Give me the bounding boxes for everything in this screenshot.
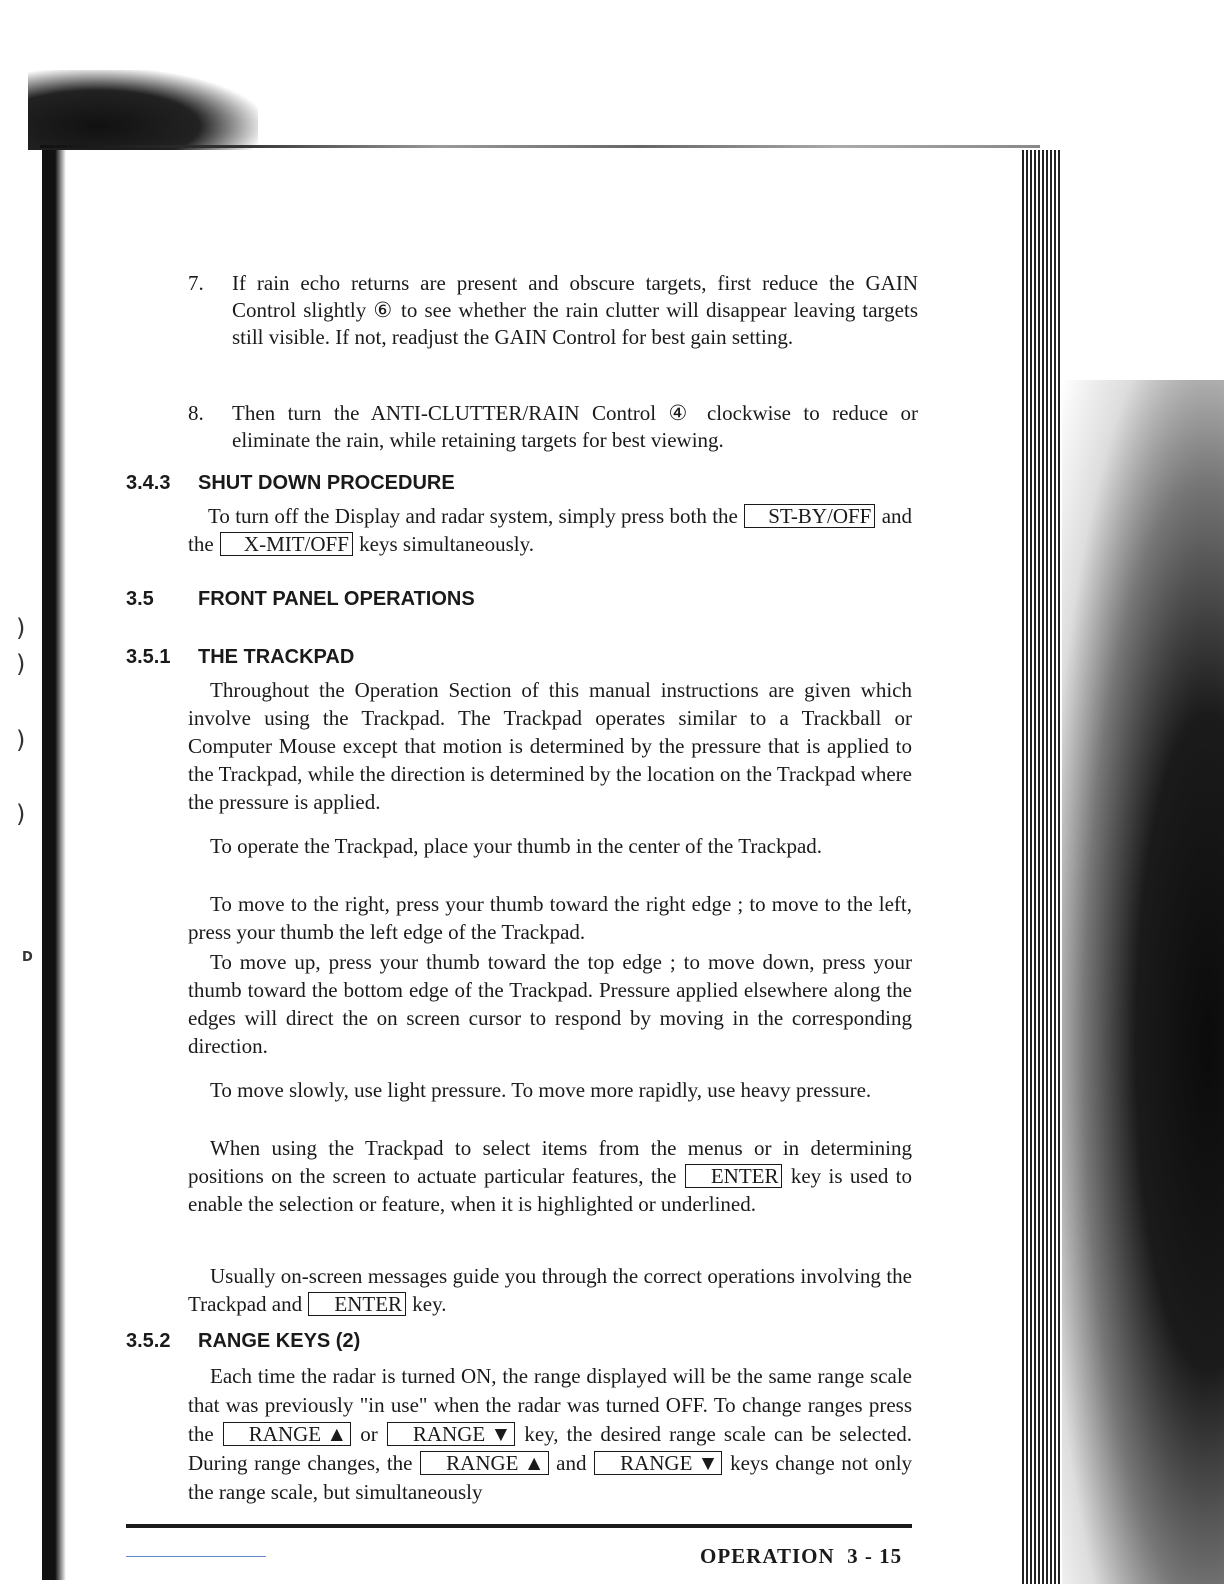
st-by-off-key: ST-BY/OFF [744, 504, 875, 528]
section-number: 3.5 [126, 588, 154, 610]
range-down-key: RANGE ▼ [594, 1451, 722, 1475]
page-footer [700, 1544, 902, 1569]
scan-edge-line [40, 145, 1040, 148]
paragraph [188, 1134, 912, 1218]
list-item [188, 400, 918, 454]
item-text: If rain echo returns are present and obscure targets, first reduce the GAIN Control slightly ⑥ to see whether the rain clutter will disappear leaving targets still visible. If not, readjust the GAIN Control for best gain setting. [232, 271, 918, 349]
list-item [188, 270, 918, 351]
footer-rule [126, 1524, 912, 1528]
paragraph: To move to the right, press your thumb toward the right edge ; to move to the left, press your thumb the left edge of the Trackpad. [188, 892, 912, 944]
page-number: 3 - 15 [847, 1544, 903, 1568]
range-up-key: RANGE ▲ [223, 1422, 351, 1446]
section-number: 3.4.3 [126, 472, 171, 494]
section-heading [126, 1330, 360, 1353]
margin-mark: ) [16, 726, 26, 754]
text-run: Usually on-screen messages guide you through the correct operations involving the Trackpad and [188, 1264, 912, 1316]
scan-shadow-top [28, 70, 258, 150]
enter-key: ENTER [685, 1164, 783, 1188]
text-run: keys simultaneously. [359, 532, 534, 556]
text-run: key, the desired range scale can be selected. During range changes, the [188, 1422, 913, 1475]
paragraph [188, 1362, 912, 1507]
section-title: FRONT PANEL OPERATIONS [198, 588, 475, 610]
scan-shadow-left [42, 150, 66, 1580]
margin-mark: ) [16, 614, 26, 642]
range-down-key: RANGE ▼ [387, 1422, 515, 1446]
section-title: SHUT DOWN PROCEDURE [198, 472, 455, 494]
range-up-key: RANGE ▲ [420, 1451, 548, 1475]
text-run: and the [188, 504, 913, 556]
text-run: and [556, 1451, 587, 1475]
footer-section: OPERATION [700, 1544, 835, 1568]
text-run: key is used to enable the selection or feature, when it is highlighted or underlined. [188, 1164, 913, 1216]
paragraph: Throughout the Operation Section of this manual instructions are given which involve using the Trackpad. The Trackpad operates similar to a Trackball or Computer Mouse except that motion is determined by the pressure that is applied to the Trackpad, while the direction is determined by the location on the Trackpad where the pressure is applied. [188, 678, 912, 814]
scan-shadow-right [1062, 380, 1224, 1584]
text-run: or [360, 1422, 378, 1446]
text-run: Each time the radar is turned ON, the range displayed will be the same range scale that was previously "in use" when the radar was turned OFF. To change ranges press the [188, 1364, 912, 1446]
item-number: 7. [188, 271, 204, 295]
margin-mark: ) [16, 650, 26, 678]
margin-mark: ) [16, 800, 26, 828]
paragraph: To move slowly, use light pressure. To move more rapidly, use heavy pressure. [210, 1078, 872, 1102]
item-text: Then turn the ANTI-CLUTTER/RAIN Control ④ clockwise to reduce or eliminate the rain, while retaining targets for best viewing. [232, 401, 918, 452]
text-run: keys change not only the range scale, but simultaneously [188, 1451, 913, 1504]
paragraph: To operate the Trackpad, place your thumb in the center of the Trackpad. [210, 834, 823, 858]
scan-binding-edge [1022, 150, 1062, 1584]
section-heading [126, 646, 354, 669]
paragraph [188, 1262, 912, 1318]
text-run: key. [412, 1292, 447, 1316]
item-number: 8. [188, 401, 204, 425]
footer-underline [126, 1556, 266, 1557]
section-number: 3.5.2 [126, 1330, 171, 1352]
paragraph: To move up, press your thumb toward the top edge ; to move down, press your thumb toward the bottom edge of the Trackpad. Pressure applied elsewhere along the edges will direct the on screen cursor to respond by moving in the corresponding direction. [188, 950, 912, 1058]
section-heading [126, 588, 475, 611]
enter-key: ENTER [308, 1292, 406, 1316]
text-run: To turn off the Display and radar system, simply press both the [208, 504, 738, 528]
section-title: RANGE KEYS (2) [198, 1330, 361, 1352]
x-mit-off-key: X-MIT/OFF [220, 532, 353, 556]
section-number: 3.5.1 [126, 646, 171, 668]
paragraph [188, 502, 912, 558]
section-title: THE TRACKPAD [198, 646, 355, 668]
text-run: When using the Trackpad to select items from the menus or in determining positions on the screen to actuate particular features, the [188, 1136, 912, 1188]
margin-mark: D [22, 950, 33, 965]
section-heading [126, 472, 455, 495]
